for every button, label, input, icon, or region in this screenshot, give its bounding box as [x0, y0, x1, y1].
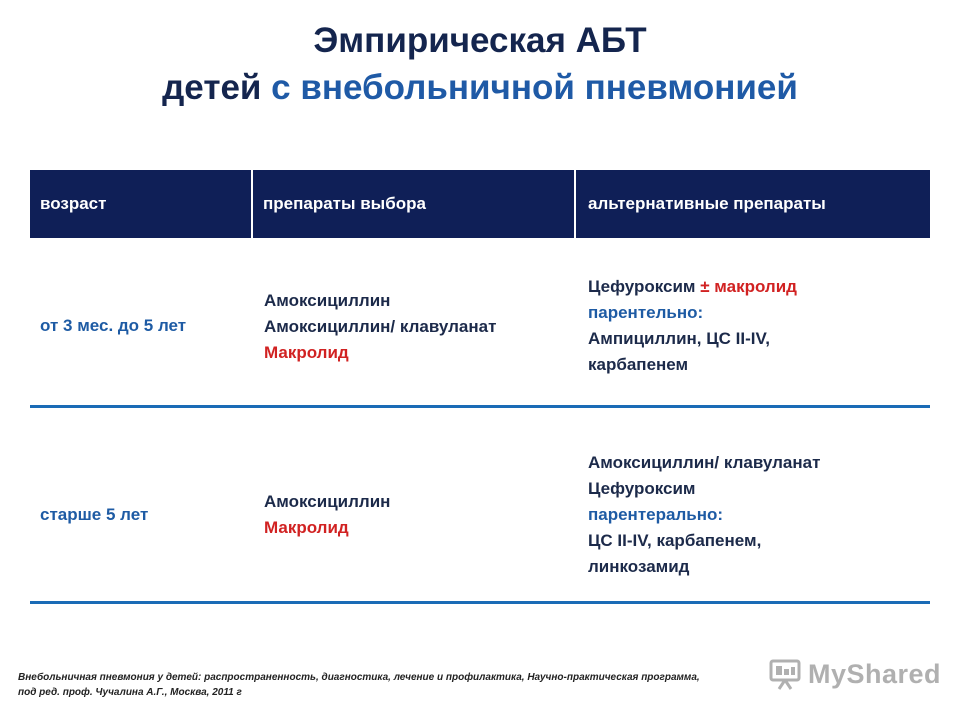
- footnote-line: Внебольничная пневмония у детей: распространенность, диагностика, лечение и профилактика, Научно-практическая программа,: [18, 672, 700, 683]
- alt-drug: Ампициллин, ЦС II-IV,: [588, 329, 770, 348]
- title-line-2: [0, 67, 960, 109]
- table-row: [30, 408, 930, 604]
- choice-cell: [264, 288, 496, 366]
- title-line-1: Эмпирическая АБТ: [313, 21, 647, 60]
- alt-route: парентерально:: [588, 505, 724, 524]
- alt-drug: Цефуроксим: [588, 479, 696, 498]
- alt-drug: ± макролид: [700, 277, 797, 296]
- alt-drug: ЦС II-IV, карбапенем,: [588, 531, 762, 550]
- header-age: возраст: [30, 170, 253, 238]
- choice-drug: Амоксициллин/ клавуланат: [264, 317, 497, 336]
- footnote-line: под ред. проф. Чучалина А.Г., Москва, 2011 г: [18, 687, 242, 698]
- choice-drug: Амоксициллин: [264, 291, 391, 310]
- alternative-cell: [588, 450, 820, 580]
- choice-drug: Макролид: [264, 518, 349, 537]
- presentation-board-icon: [768, 658, 802, 690]
- title-line-2-part-1: детей: [162, 68, 272, 107]
- age-cell: от 3 мес. до 5 лет: [40, 316, 187, 335]
- alt-drug: карбапенем: [588, 355, 689, 374]
- choice-drug: Амоксициллин: [264, 492, 391, 511]
- table-header: [30, 170, 930, 238]
- logo-text: MyShared: [808, 658, 942, 689]
- header-alternative-drugs: альтернативные препараты: [588, 194, 826, 213]
- myshared-logo[interactable]: [768, 656, 941, 692]
- alt-drug: Амоксициллин/ клавуланат: [588, 453, 821, 472]
- age-cell: старше 5 лет: [40, 505, 149, 524]
- choice-cell: [264, 489, 390, 541]
- table-row: [30, 238, 930, 408]
- alternative-cell: [588, 274, 797, 378]
- header-choice-drugs: препараты выбора: [253, 170, 576, 238]
- footnote: [18, 670, 778, 700]
- choice-drug: Макролид: [264, 343, 349, 362]
- alt-drug: Цефуроксим: [588, 277, 701, 296]
- alt-route: парентельно:: [588, 303, 704, 322]
- alt-drug: линкозамид: [588, 557, 690, 576]
- title-line-2-part-2: с внебольничной пневмонией: [271, 68, 798, 107]
